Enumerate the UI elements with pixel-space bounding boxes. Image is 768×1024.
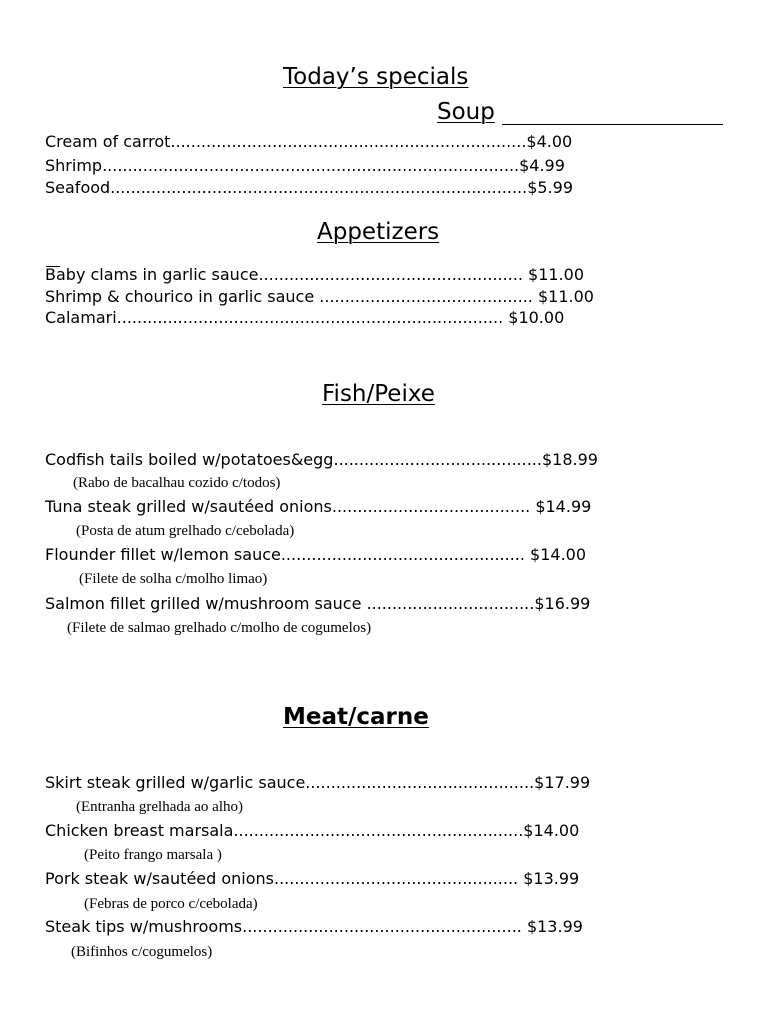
menu-item-fish: Flounder fillet w/lemon sauce................................................ $14.00	[45, 545, 587, 564]
menu-item-soup: Cream of carrot......................................................................$4.00	[45, 132, 573, 151]
menu-item-meat: Skirt steak grilled w/garlic sauce.............................................$17.99	[45, 773, 591, 792]
menu-item-translation: (Entranha grelhada ao alho)	[76, 799, 243, 815]
soup-underline-rule	[502, 124, 723, 125]
page-title: Today’s specials	[283, 64, 469, 90]
menu-item-translation: (Febras de porco c/cebolada)	[84, 896, 258, 912]
section-title-fish: Fish/Peixe	[322, 381, 435, 407]
menu-item-fish: Tuna steak grilled w/sautéed onions....................................... $14.99	[45, 497, 592, 516]
menu-item-translation: (Rabo de bacalhau cozido c/todos)	[73, 475, 281, 491]
section-title-soup: Soup	[437, 99, 495, 125]
menu-item-soup: Shrimp..................................................................................$4.99	[45, 156, 565, 175]
menu-item-soup: Seafood..................................................................................$5.99	[45, 178, 574, 197]
menu-item-translation: (Filete de solha c/molho limao)	[79, 571, 268, 587]
menu-item-translation: (Posta de atum grelhado c/cebolada)	[76, 523, 295, 539]
menu-item-meat: Pork steak w/sautéed onions................................................ $13.99	[45, 869, 580, 888]
menu-item-fish: Salmon fillet grilled w/mushroom sauce .................................$16.99	[45, 594, 591, 613]
menu-item-translation: (Bifinhos c/cogumelos)	[71, 944, 213, 960]
section-title-appetizers: Appetizers	[317, 219, 440, 245]
menu-item-translation: (Peito frango marsala )	[84, 847, 222, 863]
menu-item-meat: Chicken breast marsala.........................................................$14.00	[45, 821, 580, 840]
menu-item-appetizer: Baby clams in garlic sauce.................................................... $11.00	[45, 265, 584, 284]
menu-item-fish: Codfish tails boiled w/potatoes&egg.........................................$18.99	[45, 450, 598, 469]
menu-item-appetizer: Shrimp & chourico in garlic sauce .......................................... $11.00	[45, 287, 594, 306]
menu-item-meat: Steak tips w/mushrooms....................................................... $13.99	[45, 917, 583, 936]
menu-item-translation: (Filete de salmao grelhado c/molho de cogumelos)	[67, 620, 372, 636]
section-title-meat: Meat/carne	[283, 704, 429, 730]
menu-item-appetizer: Calamari............................................................................ $10.00	[45, 308, 565, 327]
